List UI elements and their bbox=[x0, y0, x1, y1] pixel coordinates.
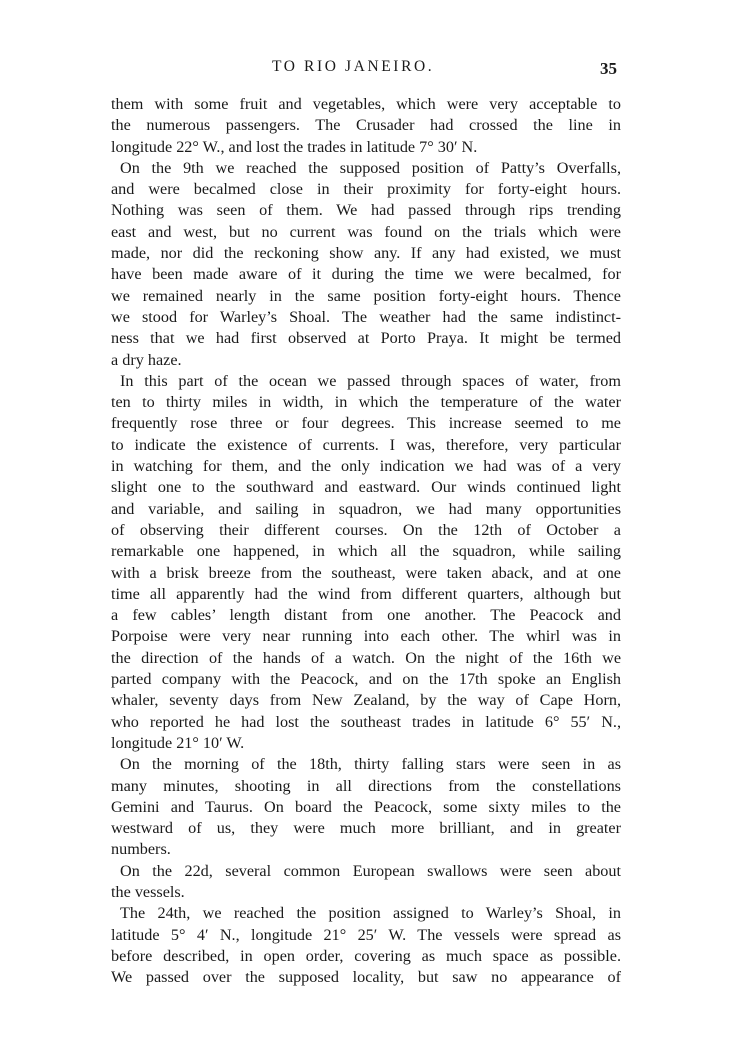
text-line: have been made aware of it during the time we were becalmed, for bbox=[111, 265, 621, 284]
text-line: Nothing was seen of them. We had passed through rips trending bbox=[111, 201, 621, 220]
text-line: them with some fruit and vegetables, which were very acceptable to bbox=[111, 95, 621, 113]
text-line: and variable, and sailing in squadron, we had many opportunities bbox=[111, 499, 621, 518]
text-line: the vessels. bbox=[111, 882, 185, 901]
text-line: longitude 21° 10′ W. bbox=[111, 733, 245, 752]
text-line: with a brisk breeze from the southeast, were taken aback, and at one bbox=[111, 563, 621, 582]
text-line: of observing their different courses. On the 12th of October a bbox=[111, 520, 621, 539]
text-line: whaler, seventy days from New Zealand, by the way of Cape Horn, bbox=[111, 691, 621, 710]
text-line: east and west, but no current was found on the trials which were bbox=[111, 222, 621, 241]
text-line: the direction of the hands of a watch. On the night of the 16th we bbox=[111, 648, 621, 667]
text-line: On the 9th we reached the supposed position of Patty’s Overfalls, bbox=[120, 158, 621, 177]
text-line: many minutes, shooting in all directions from the constellations bbox=[111, 776, 621, 795]
text-line: frequently rose three or four degrees. This increase seemed to me bbox=[111, 414, 621, 433]
text-line: slight one to the southward and eastward. Our winds continued light bbox=[111, 478, 621, 497]
text-line: made, nor did the reckoning show any. If any had existed, we must bbox=[111, 244, 621, 263]
text-line: who reported he had lost the southeast trades in latitude 6° 55′ N., bbox=[111, 712, 621, 731]
text-line: In this part of the ocean we passed through spaces of water, from bbox=[120, 371, 621, 390]
text-line: On the morning of the 18th, thirty falling stars were seen in as bbox=[120, 755, 621, 774]
text-line: the numerous passengers. The Crusader had crossed the line in bbox=[111, 116, 621, 135]
text-line: in watching for them, and the only indication we had was of a very bbox=[111, 457, 621, 476]
text-line: time all apparently had the wind from different quarters, although but bbox=[111, 584, 621, 603]
text-line: ten to thirty miles in width, in which the temperature of the water bbox=[111, 393, 621, 412]
text-line: westward of us, they were much more brilliant, and in greater bbox=[111, 819, 621, 838]
text-line: Porpoise were very near running into each other. The whirl was in bbox=[111, 627, 621, 646]
body-text bbox=[111, 94, 621, 988]
text-line: before described, in open order, covering as much space as possible. bbox=[111, 946, 621, 965]
running-title: TO RIO JANEIRO. bbox=[272, 58, 435, 75]
text-line: we remained nearly in the same position forty-eight hours. Thence bbox=[111, 286, 621, 305]
text-line: numbers. bbox=[111, 840, 171, 859]
text-line: The 24th, we reached the position assigned to Warley’s Shoal, in bbox=[120, 904, 621, 923]
text-line: we stood for Warley’s Shoal. The weather had the same indistinct- bbox=[111, 307, 621, 326]
text-line: Gemini and Taurus. On board the Peacock, some sixty miles to the bbox=[111, 797, 621, 816]
text-line: ness that we had first observed at Porto Praya. It might be termed bbox=[111, 329, 621, 348]
text-line: to indicate the existence of currents. I was, therefore, very particular bbox=[111, 435, 621, 454]
text-line: a dry haze. bbox=[111, 350, 182, 369]
text-line: parted company with the Peacock, and on the 17th spoke an English bbox=[111, 670, 621, 689]
text-line: remarkable one happened, in which all the squadron, while sailing bbox=[111, 542, 621, 561]
text-line: On the 22d, several common European swallows were seen about bbox=[120, 861, 621, 880]
text-line: a few cables’ length distant from one another. The Peacock and bbox=[111, 606, 621, 625]
running-head bbox=[0, 56, 750, 82]
text-line: longitude 22° W., and lost the trades in latitude 7° 30′ N. bbox=[111, 137, 478, 156]
text-line: We passed over the supposed locality, but saw no appearance of bbox=[111, 968, 621, 987]
text-line: and were becalmed close in their proximity for forty-eight hours. bbox=[111, 180, 621, 199]
page-number: 35 bbox=[600, 59, 617, 78]
text-line: latitude 5° 4′ N., longitude 21° 25′ W. The vessels were spread as bbox=[111, 925, 621, 944]
